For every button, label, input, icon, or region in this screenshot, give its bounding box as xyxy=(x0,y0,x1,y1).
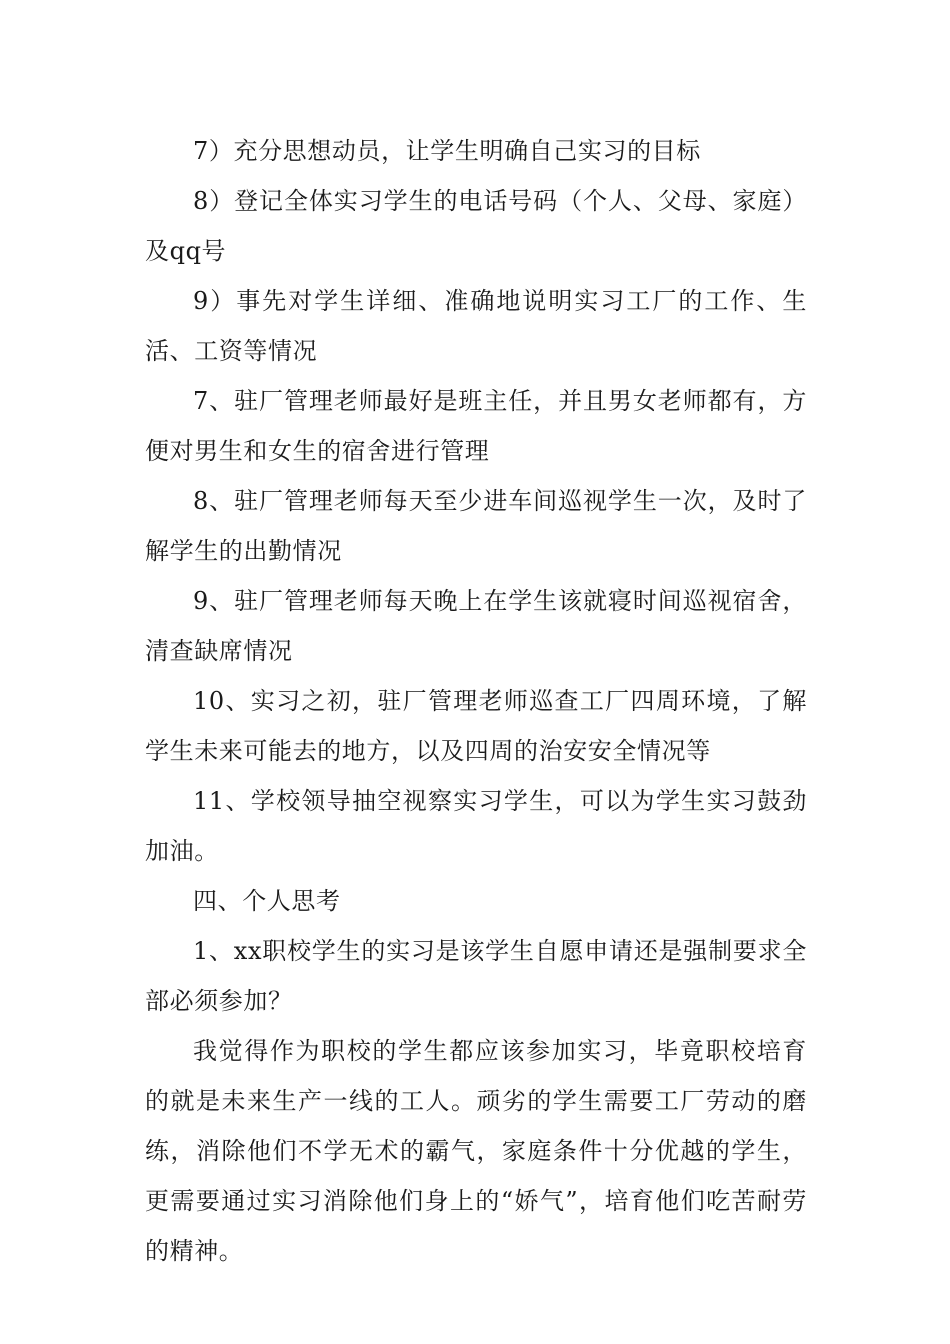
paragraph-item-10: 10、实习之初，驻厂管理老师巡查工厂四周环境，了解学生未来可能去的地方，以及四周的治安安全情况等 xyxy=(145,687,807,765)
paragraph-step-9: 9）事先对学生详细、准确地说明实习工厂的工作、生活、工资等情况 xyxy=(145,287,807,365)
section-heading: 四、个人思考 xyxy=(193,887,341,915)
answer-paragraph: 我觉得作为职校的学生都应该参加实习，毕竟职校培育的就是未来生产一线的工人。顽劣的学生需要工厂劳动的磨练，消除他们不学无术的霸气，家庭条件十分优越的学生，更需要通过实习消除他们身上的“娇气”，培育他们吃苦耐劳的精神。 xyxy=(145,1037,807,1265)
paragraph-item-11: 11、学校领导抽空视察实习学生，可以为学生实习鼓劲加油。 xyxy=(145,787,807,865)
paragraph-step-7: 7）充分思想动员，让学生明确自己实习的目标 xyxy=(193,137,701,165)
paragraph-item-7: 7、驻厂管理老师最好是班主任，并且男女老师都有，方便对男生和女生的宿舍进行管理 xyxy=(145,387,807,465)
document-body xyxy=(145,126,807,1276)
paragraph-item-9: 9、驻厂管理老师每天晚上在学生该就寝时间巡视宿舍，清查缺席情况 xyxy=(145,587,807,665)
paragraph-item-8: 8、驻厂管理老师每天至少进车间巡视学生一次，及时了解学生的出勤情况 xyxy=(145,487,807,565)
question-1: 1、xx职校学生的实习是该学生自愿申请还是强制要求全部必须参加？ xyxy=(145,937,807,1015)
paragraph-step-8: 8）登记全体实习学生的电话号码（个人、父母、家庭）及qq号 xyxy=(145,187,807,265)
